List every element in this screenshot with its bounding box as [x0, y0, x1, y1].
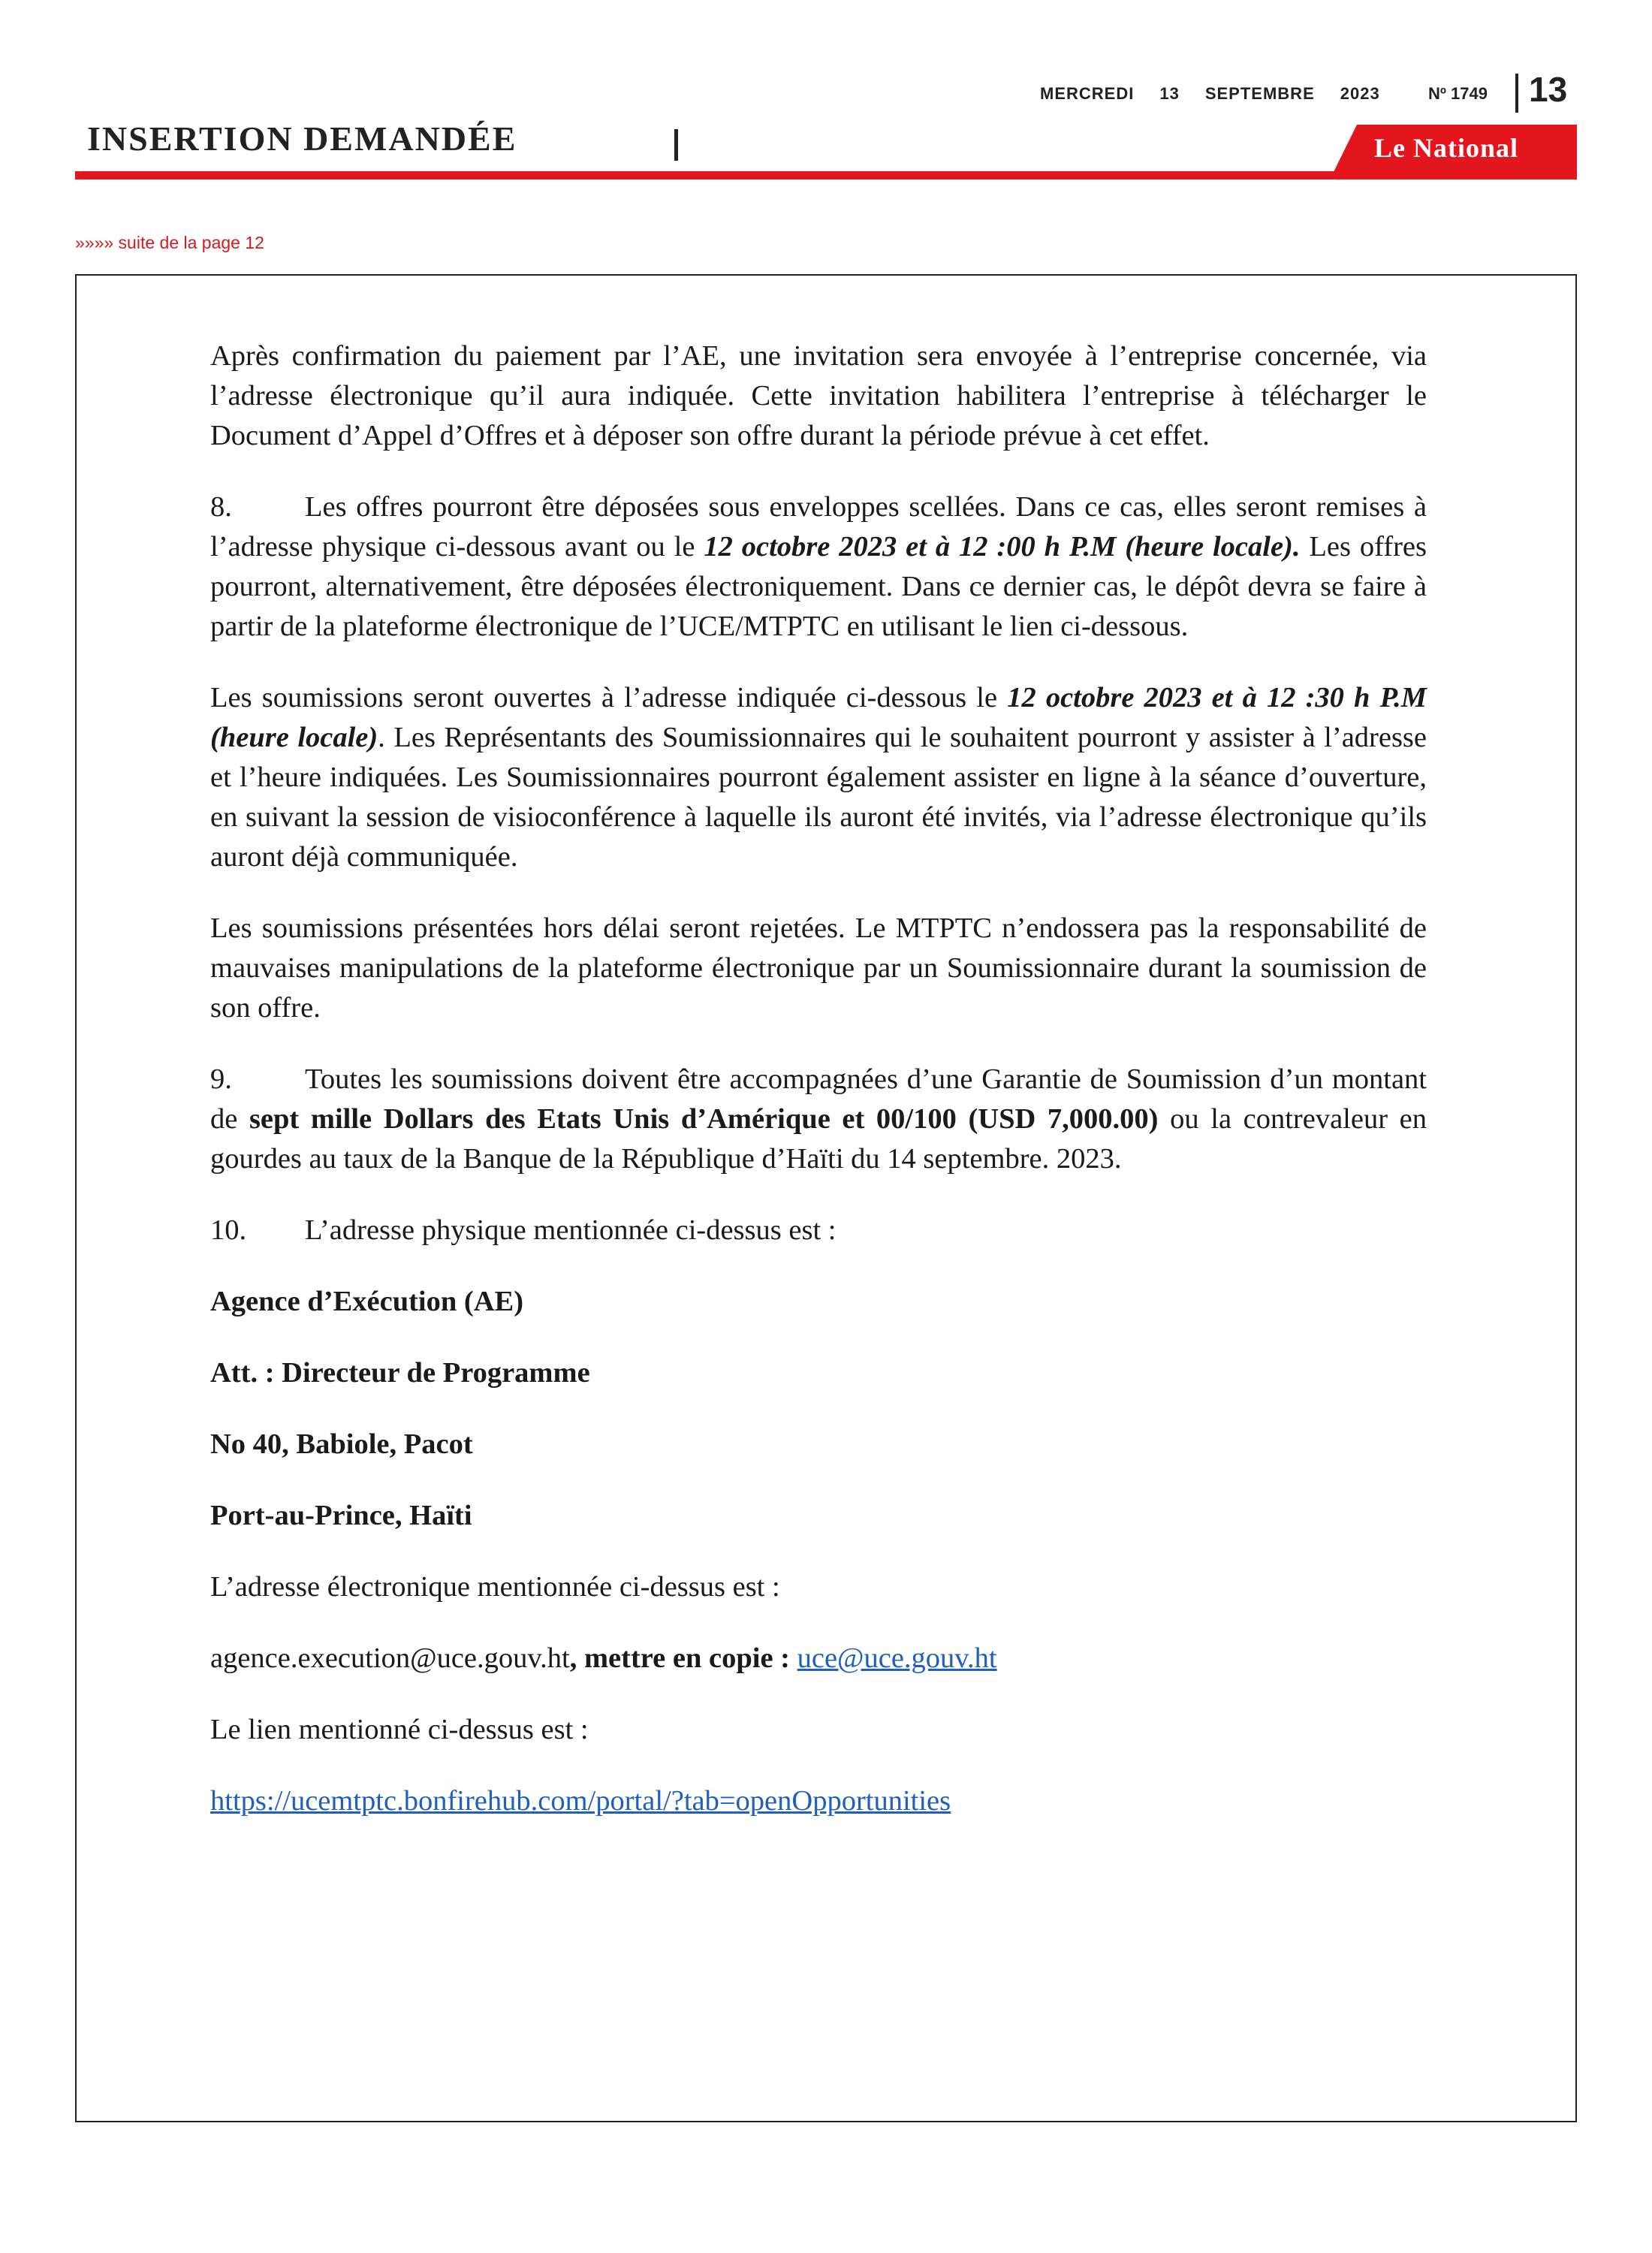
issue-date-number: 13	[1159, 84, 1180, 103]
notice-body	[210, 336, 1427, 1853]
item-number: 9.	[210, 1063, 232, 1095]
portal-link[interactable]: https://ucemtptc.bonfirehub.com/portal/?tab=openOpportunities	[210, 1785, 951, 1817]
page-number-divider	[1515, 74, 1518, 113]
issue-month: SEPTEMBRE	[1204, 84, 1315, 103]
issue-day: MERCREDI	[1040, 84, 1135, 103]
page-number: 13	[1529, 70, 1568, 109]
paragraph-10: 10. L’adresse physique mentionnée ci-dessus est :	[210, 1211, 1427, 1250]
deadline-opening: 12 octobre 2023 et à 12 :30 h P.M (heure locale)	[210, 682, 1427, 753]
title-separator	[674, 129, 678, 161]
deadline-deposit: 12 octobre 2023 et à 12 :00 h P.M (heure locale).	[704, 531, 1301, 562]
email-intro: L’adresse électronique mentionnée ci-dessus est :	[210, 1571, 780, 1603]
item-number: 10.	[210, 1214, 247, 1246]
paragraph-opening: Les soumissions seront ouvertes à l’adresse indiquée ci-dessous le 12 octobre 2023 et à 12 :30 h P.M (heure locale). Les Représentants des Soumissionnaires qui le souhaitent pourront y assister à l’adresse et l’heure indiquées. Les Soumissionnaires pourront également assister en ligne à la séance d’ouverture, en suivant la session de visioconférence à laquelle ils auront été invités, via l’adresse électronique qu’ils auront déjà communiquée.	[210, 682, 1427, 873]
address-line: No 40, Babiole, Pacot	[210, 1428, 473, 1460]
address-line: Port-au-Prince, Haïti	[210, 1500, 472, 1531]
item-number: 8.	[210, 491, 232, 523]
email-copy-label: , mettre en copie :	[569, 1642, 797, 1674]
email-main: agence.execution@uce.gouv.ht	[210, 1642, 570, 1674]
email-copy-link[interactable]: uce@uce.gouv.ht	[797, 1642, 997, 1674]
link-intro: Le lien mentionné ci-dessus est :	[210, 1714, 589, 1745]
email-line	[210, 1639, 1427, 1678]
address-line: Agence d’Exécution (AE)	[210, 1286, 524, 1317]
paragraph-9: 9. Toutes les soumissions doivent être accompagnées d’une Garantie de Soumission d’un montant de sept mille Dollars des Etats Unis d’Amérique et 00/100 (USD 7,000.00) ou la contrevaleur en gourdes au taux de la Banque de la République d’Haïti du 14 septembre. 2023.	[210, 1060, 1427, 1179]
newspaper-brand: Le National	[1374, 133, 1519, 163]
address-line: Att. : Directeur de Programme	[210, 1357, 590, 1389]
issue-date	[1040, 84, 1491, 104]
physical-address	[210, 1282, 1427, 1607]
continuation-note: »»»» suite de la page 12	[75, 233, 264, 252]
issue-number: Nº 1749	[1428, 84, 1488, 103]
paragraph-invitation: Après confirmation du paiement par l’AE, une invitation sera envoyée à l’entreprise concernée, via l’adresse électronique qu’il aura indiquée. Cette invitation habilitera l’entreprise à télécharger le Document d’Appel d’Offres et à déposer son offre durant la période prévue à cet effet.	[210, 340, 1427, 451]
guarantee-amount: sept mille Dollars des Etats Unis d’Amérique et 00/100 (USD 7,000.00)	[249, 1103, 1159, 1135]
issue-year: 2023	[1340, 84, 1380, 103]
paragraph-8: 8. Les offres pourront être déposées sous enveloppes scellées. Dans ce cas, elles seront remises à l’adresse physique ci-dessous avant ou le 12 octobre 2023 et à 12 :00 h P.M (heure locale). Les offres pourront, alternativement, être déposées électroniquement. Dans ce dernier cas, le dépôt devra se faire à partir de la plateforme électronique de l’UCE/MTPTC en utilisant le lien ci-dessous.	[210, 487, 1427, 647]
paragraph-late-submissions: Les soumissions présentées hors délai seront rejetées. Le MTPTC n’endossera pas la responsabilité de mauvaises manipulations de la plateforme électronique par un Soumissionnaire durant la soumission de son offre.	[210, 912, 1427, 1024]
portal-link-line	[210, 1781, 1427, 1821]
section-title: INSERTION DEMANDÉE	[87, 119, 517, 158]
